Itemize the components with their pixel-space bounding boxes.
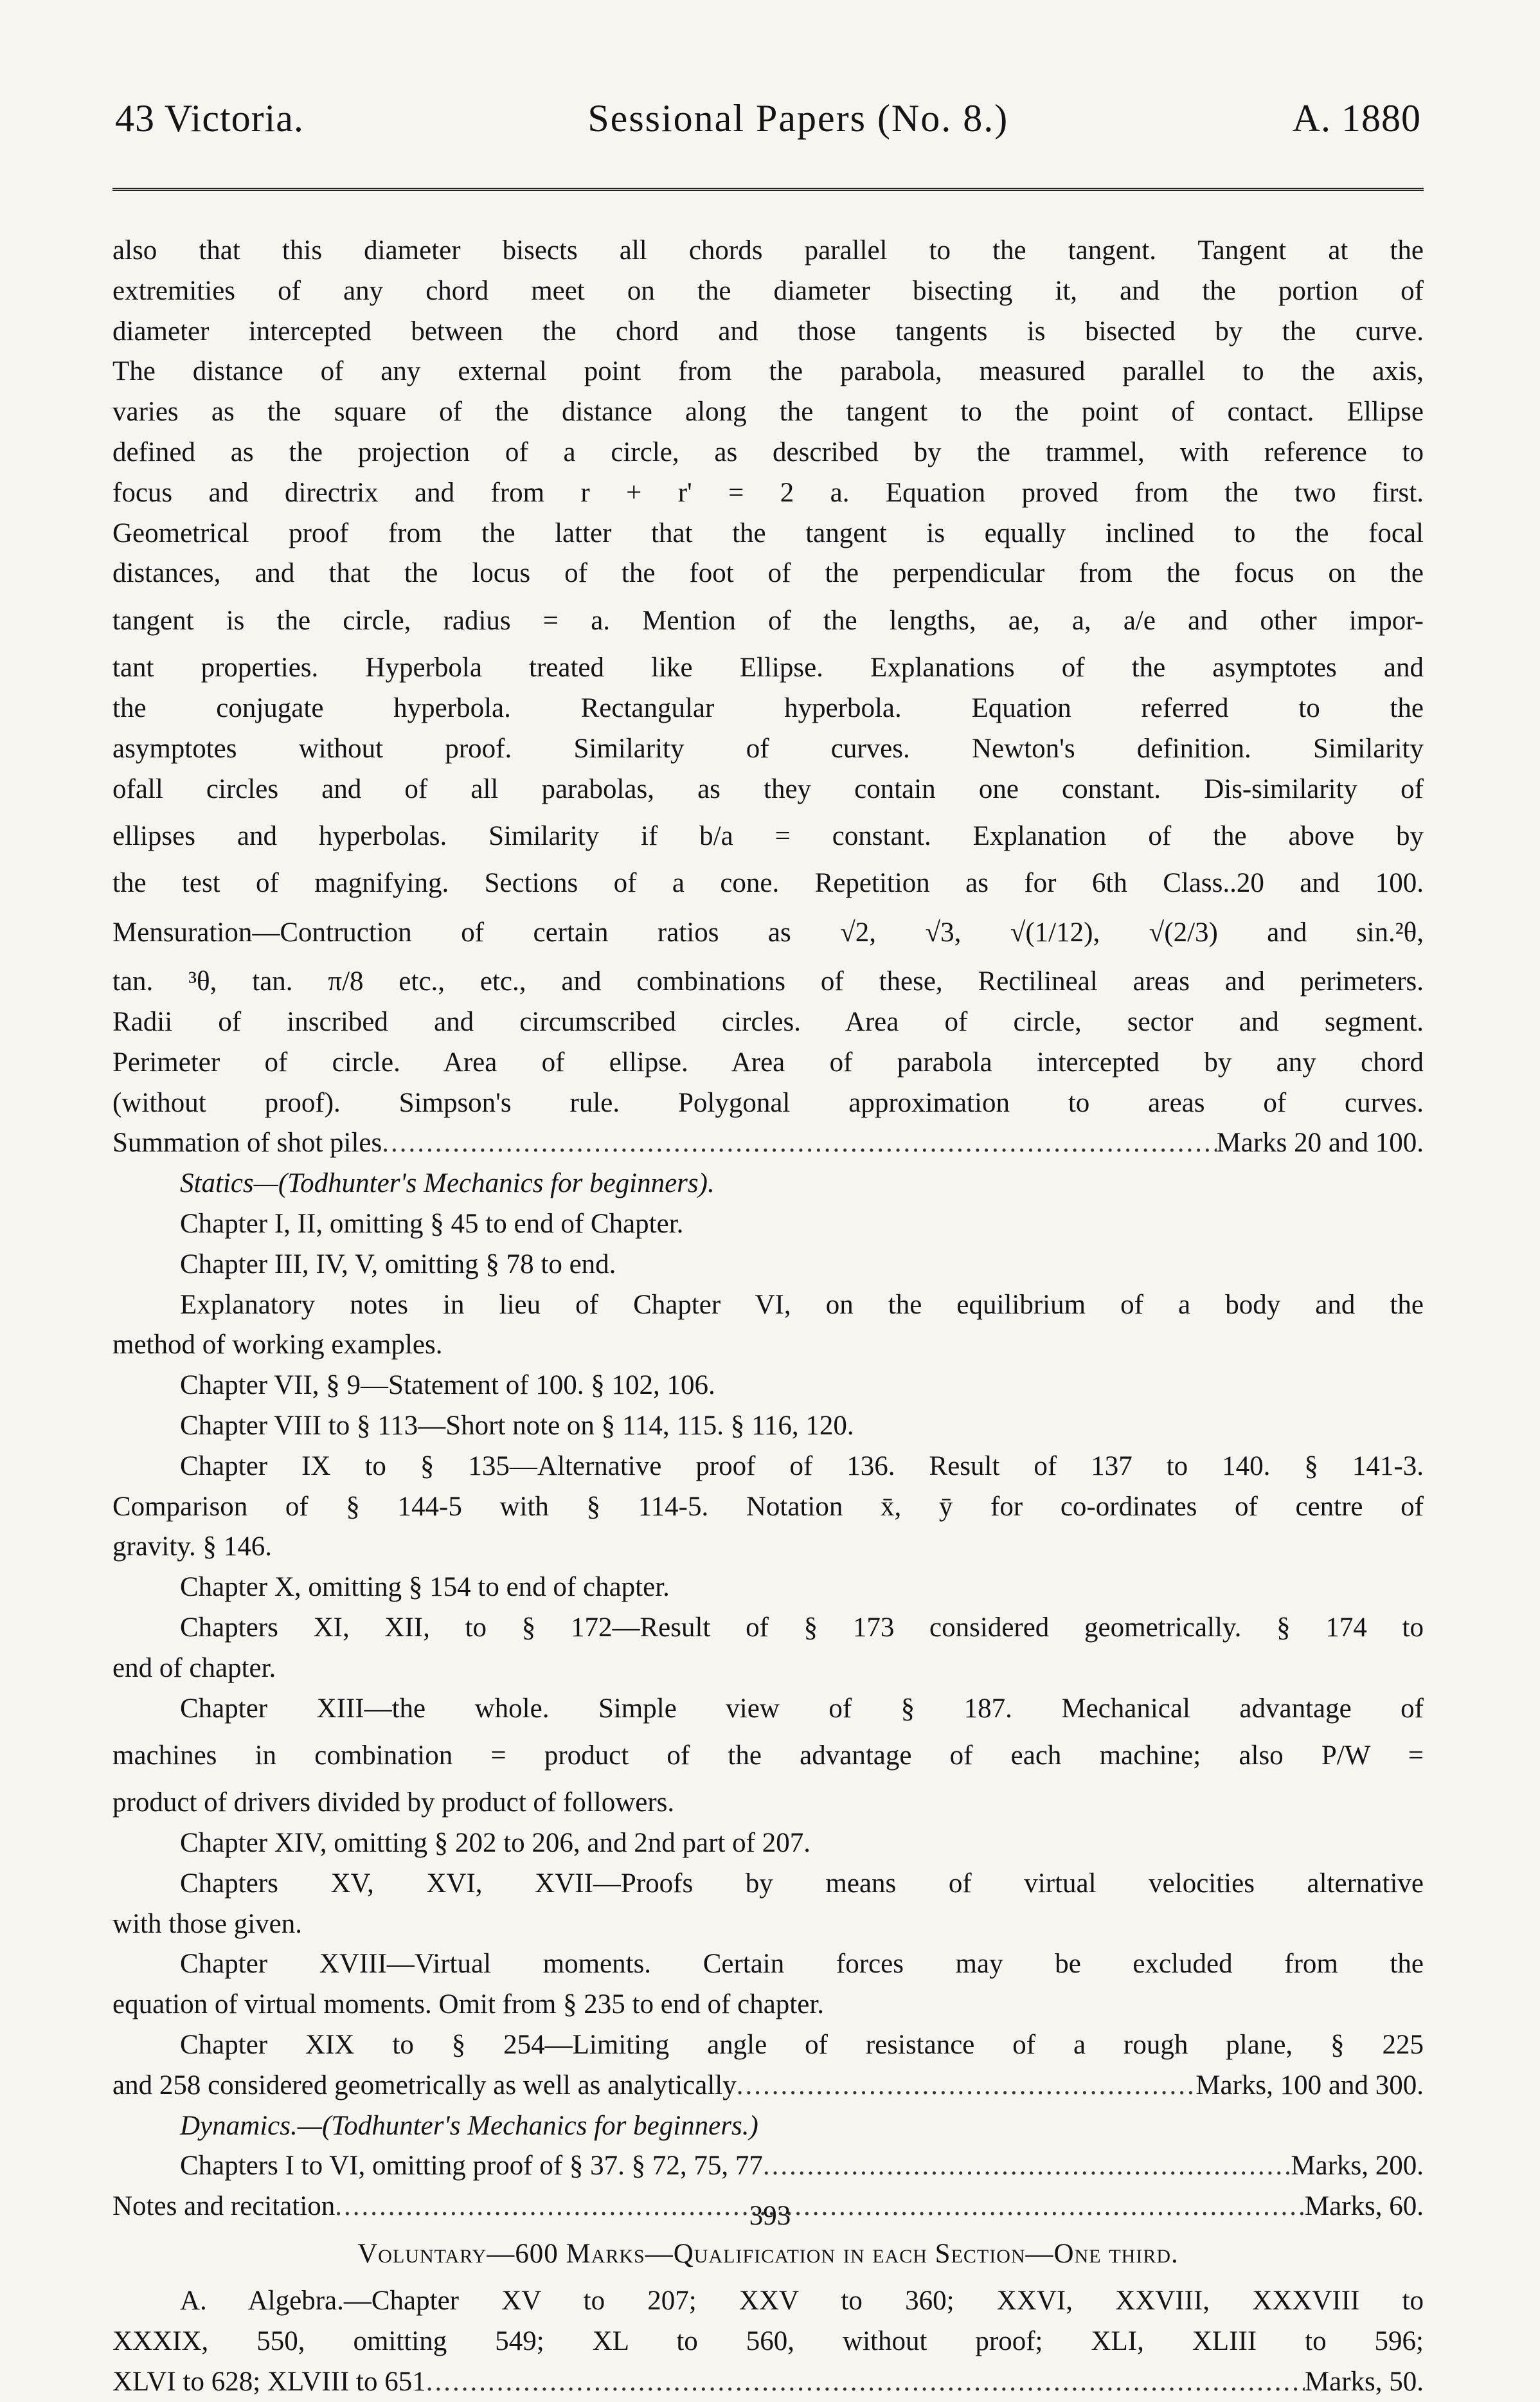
text-line-with-marks bbox=[112, 2362, 1424, 2402]
marks-label: Marks, 60. bbox=[1304, 2191, 1424, 2222]
dot-leader bbox=[763, 2146, 1291, 2187]
text-line: Explanatory notes in lieu of Chapter VI, on the equilibrium of a body and the bbox=[180, 1289, 1424, 1320]
text-line: Chapters XV, XVI, XVII—Proofs by means of virtual velocities alternative bbox=[180, 1868, 1424, 1899]
text-line: Chapter III, IV, V, omitting § 78 to end. bbox=[180, 1249, 616, 1279]
text-line: the test of magnifying. Sections of a cone. Repetition as for 6th Class..20 and 100. bbox=[112, 868, 1424, 899]
text-line: also that this diameter bisects all chords parallel to the tangent. Tangent at the bbox=[112, 235, 1424, 266]
line-text: Summation of shot piles bbox=[112, 1128, 382, 1159]
text-line: the conjugate hyperbola. Rectangular hyperbola. Equation referred to the bbox=[112, 692, 1424, 723]
line-text: XLVI to 628; XLVIII to 651 bbox=[112, 2366, 426, 2397]
dot-leader bbox=[737, 2066, 1196, 2106]
marks-label: Marks 20 and 100. bbox=[1216, 1128, 1424, 1159]
body-text bbox=[112, 231, 1424, 2402]
text-line: tant properties. Hyperbola treated like Ellipse. Explanations of the asymptotes and bbox=[112, 653, 1424, 683]
text-line: ellipses and hyperbolas. Similarity if b/a = constant. Explanation of the above by bbox=[112, 821, 1424, 852]
voluntary-heading: Voluntary—600 Marks—Qualification in each Section—One third. bbox=[357, 2239, 1179, 2270]
text-line: Perimeter of circle. Area of ellipse. Area of parabola intercepted by any chord bbox=[112, 1047, 1424, 1078]
text-line: machines in combination = product of the advantage of each machine; also P/W = bbox=[112, 1740, 1424, 1771]
text-line: defined as the projection of a circle, as described by the trammel, with reference to bbox=[112, 437, 1424, 467]
text-line: end of chapter. bbox=[112, 1652, 276, 1683]
marks-label: Marks, 100 and 300. bbox=[1195, 2070, 1424, 2100]
marks-label: Marks, 50. bbox=[1304, 2366, 1424, 2397]
text-line: Chapter XIII—the whole. Simple view of § 187. Mechanical advantage of bbox=[180, 1693, 1424, 1724]
header-rule bbox=[112, 188, 1424, 191]
marks-label: Marks, 200. bbox=[1291, 2151, 1424, 2181]
text-line: Chapter XVIII—Virtual moments. Certain forces may be excluded from the bbox=[180, 1949, 1424, 1980]
text-line: (without proof). Simpson's rule. Polygonal approximation to areas of curves. bbox=[112, 1087, 1424, 1118]
text-line: focus and directrix and from r + r' = 2 a. Equation proved from the two first. bbox=[112, 477, 1424, 508]
text-line: Chapter IX to § 135—Alternative proof of 136. Result of 137 to 140. § 141-3. bbox=[180, 1450, 1424, 1481]
text-line: extremities of any chord meet on the diameter bisecting it, and the portion of bbox=[112, 275, 1424, 306]
text-line: Chapter X, omitting § 154 to end of chapter. bbox=[180, 1572, 670, 1603]
text-line-mensuration: Mensuration—Contruction of certain ratios as √2, √3, √(1/12), √(2/3) and sin.²θ, bbox=[112, 917, 1424, 948]
line-text: and 258 considered geometrically as well as analytically bbox=[112, 2070, 737, 2100]
header-left: 43 Victoria. bbox=[115, 97, 304, 140]
header-center: Sessional Papers (No. 8.) bbox=[587, 97, 1009, 140]
text-line: method of working examples. bbox=[112, 1330, 443, 1360]
text-line: equation of virtual moments. Omit from § 235 to end of chapter. bbox=[112, 1989, 825, 2020]
text-line: Chapter VII, § 9—Statement of 100. § 102, 106. bbox=[180, 1370, 715, 1401]
line-text: Notes and recitation bbox=[112, 2191, 336, 2222]
text-line: Comparison of § 144-5 with § 114-5. Notation x̄, ȳ for co-ordinates of centre of bbox=[112, 1491, 1424, 1522]
text-line: A. Algebra.—Chapter XV to 207; XXV to 360; XXVI, XXVIII, XXXVIII to bbox=[180, 2286, 1424, 2316]
running-header bbox=[112, 96, 1424, 154]
text-line: Chapter I, II, omitting § 45 to end of Chapter. bbox=[180, 1208, 684, 1239]
header-right: A. 1880 bbox=[1292, 97, 1421, 140]
page-number: 393 bbox=[749, 2201, 791, 2231]
text-line: distances, and that the locus of the foot of the perpendicular from the focus on the bbox=[112, 558, 1424, 589]
section-heading-statics: Statics—(Todhunter's Mechanics for beginners). bbox=[180, 1168, 715, 1199]
text-line: asymptotes without proof. Similarity of curves. Newton's definition. Similarity bbox=[112, 733, 1424, 764]
text-line: diameter intercepted between the chord and those tangents is bisected by the curve. bbox=[112, 316, 1424, 347]
document-page bbox=[112, 96, 1424, 2402]
text-line: XXXIX, 550, omitting 549; XL to 560, without proof; XLI, XLIII to 596; bbox=[112, 2325, 1424, 2356]
dot-leader bbox=[426, 2362, 1305, 2402]
text-line: Chapters XI, XII, to § 172—Result of § 173 considered geometrically. § 174 to bbox=[180, 1612, 1424, 1643]
text-line: Chapter XIV, omitting § 202 to 206, and 2nd part of 207. bbox=[180, 1828, 810, 1859]
text-line: ofall circles and of all parabolas, as they contain one constant. Dis-similarity of bbox=[112, 773, 1424, 804]
text-line-with-marks bbox=[112, 1123, 1424, 1164]
text-line: tangent is the circle, radius = a. Mention of the lengths, ae, a, a/e and other impor- bbox=[112, 606, 1424, 637]
text-line: Chapter XIX to § 254—Limiting angle of resistance of a rough plane, § 225 bbox=[180, 2030, 1424, 2061]
text-line: Geometrical proof from the latter that the tangent is equally inclined to the focal bbox=[112, 518, 1424, 548]
text-line: varies as the square of the distance along the tangent to the point of contact. Ellipse bbox=[112, 397, 1424, 428]
text-line-with-marks bbox=[112, 2146, 1424, 2187]
text-line-with-marks bbox=[112, 2066, 1424, 2106]
text-line: with those given. bbox=[112, 1908, 302, 1939]
text-line: product of drivers divided by product of followers. bbox=[112, 1787, 675, 1818]
text-line: Radii of inscribed and circumscribed circles. Area of circle, sector and segment. bbox=[112, 1006, 1424, 1037]
line-text: Chapters I to VI, omitting proof of § 37. § 72, 75, 77 bbox=[180, 2151, 763, 2181]
text-line: Chapter VIII to § 113—Short note on § 114, 115. § 116, 120. bbox=[180, 1410, 854, 1441]
dot-leader bbox=[382, 1123, 1216, 1164]
text-line: gravity. § 146. bbox=[112, 1531, 273, 1562]
text-line: The distance of any external point from the parabola, measured parallel to the axis, bbox=[112, 356, 1424, 387]
text-line: tan. ³θ, tan. π/8 etc., etc., and combinations of these, Rectilineal areas and perimeters. bbox=[112, 966, 1424, 997]
section-heading-dynamics: Dynamics.—(Todhunter's Mechanics for beginners.) bbox=[180, 2110, 758, 2141]
